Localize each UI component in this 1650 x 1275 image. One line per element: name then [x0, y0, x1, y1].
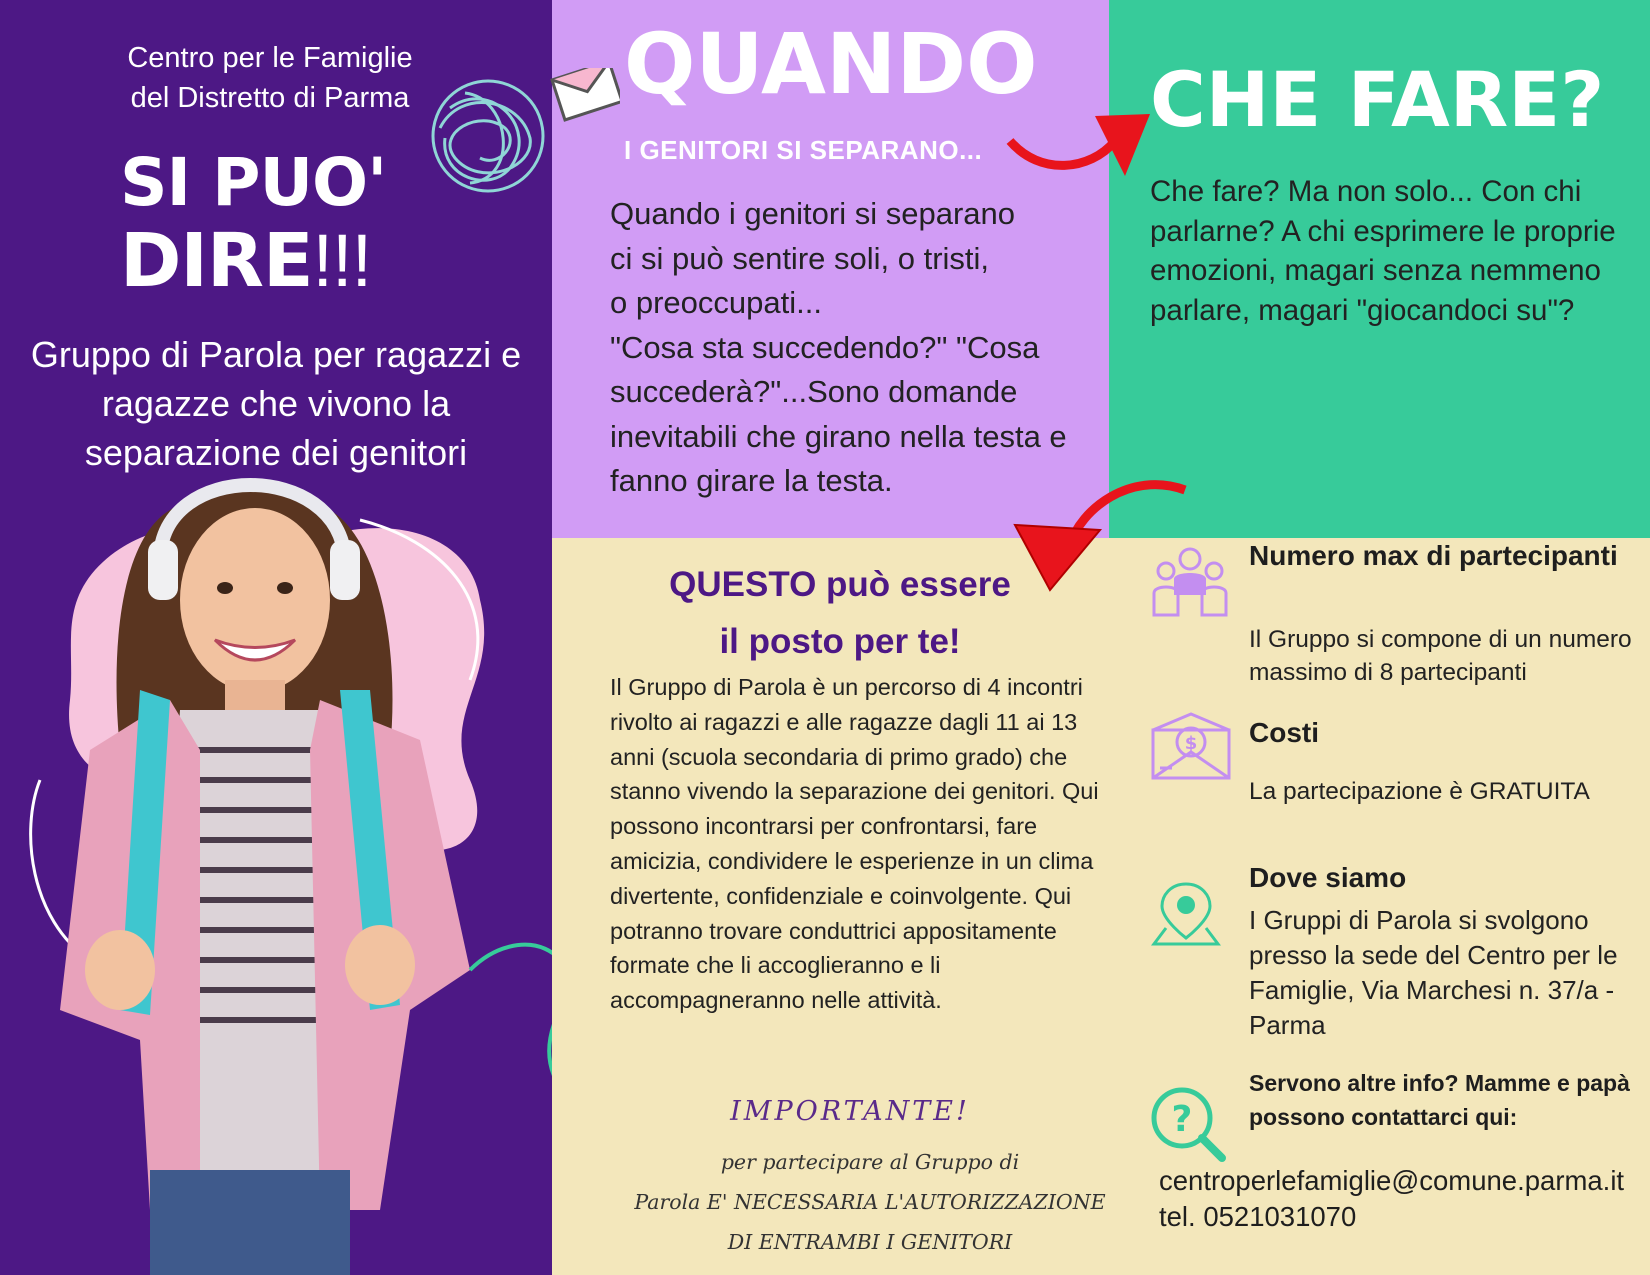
importante-note-line3: DI ENTRAMBI I GENITORI	[727, 1230, 1013, 1254]
left-subtitle: Gruppo di Parola per ragazzi e ragazze che vivono la separazione dei genitori	[30, 334, 522, 473]
headline-dire	[120, 218, 372, 304]
quando-title: QUANDO	[624, 15, 1038, 113]
max-participants-title: Numero max di partecipanti	[1249, 540, 1618, 571]
che-fare-text: Che fare? Ma non solo... Con chi parlarne? A chi esprimere le proprie emozioni, magari senza nemmeno parlare, magari "giocandoci su"?	[1150, 175, 1616, 327]
money-envelope-icon	[1150, 712, 1232, 782]
headline-dire-word: DIRE	[120, 218, 313, 304]
che-fare-title: CHE FARE?	[1150, 55, 1605, 144]
costs-text: La partecipazione è GRATUITA	[1249, 778, 1590, 805]
questo-title	[600, 556, 1080, 670]
group-icon	[1150, 545, 1230, 617]
svg-text:?: ?	[1171, 1099, 1193, 1140]
contact-email[interactable]: centroperlefamiglie@comune.parma.it	[1159, 1165, 1625, 1196]
location-pin-icon	[1150, 880, 1222, 948]
importante-note-line2: Parola E' NECESSARIA L'AUTORIZZAZIONE	[634, 1190, 1106, 1214]
headline-si-puo: SI PUO'	[120, 144, 387, 221]
questo-title-line1: QUESTO può essere	[669, 565, 1011, 604]
importante-note	[620, 1142, 1120, 1262]
importante-heading: IMPORTANTE!	[730, 1096, 970, 1127]
questo-title-line2: il posto per te!	[719, 622, 961, 661]
quando-text: Quando i genitori si separano ci si può sentire soli, o tristi, o preoccupati... "Cosa sta succedendo?" "Cosa succederà?"...Sono domande inevitabili che girano nella testa e fanno girare la testa.	[610, 196, 1067, 498]
quando-subtitle: I GENITORI SI SEPARANO...	[624, 135, 983, 165]
headline-exclamations: !!!	[312, 219, 372, 302]
questo-text: Il Gruppo di Parola è un percorso di 4 incontri rivolto ai ragazzi e alle ragazze dagli 11 ai 13 anni (scuola secondaria di primo grado) che stanno vivendo la separazione dei genitori. Qui possono incontrarsi per confrontarsi, fare amicizia, condividere le esperienze in un clima divertente, confidenziale e coinvolgente. Qui potranno trovare conduttrici appositamente formate che li accoglieranno e li accompagneranno nelle attività.	[610, 674, 1099, 1014]
svg-text:$: $	[1184, 733, 1198, 754]
contact-phone[interactable]: tel. 0521031070	[1159, 1201, 1357, 1232]
search-question-icon	[1148, 1084, 1228, 1164]
center-name: Centro per le Famiglie del Distretto di Parma	[127, 42, 413, 114]
costs-title: Costi	[1249, 717, 1319, 748]
location-title: Dove siamo	[1249, 862, 1407, 893]
contact-title: Servono altre info? Mamme e papà possono contattarci qui:	[1249, 1070, 1630, 1130]
max-participants-text: Il Gruppo si compone di un numero massimo di 8 partecipanti	[1249, 626, 1632, 686]
girl-photo	[0, 450, 552, 1275]
importante-note-line1: per partecipare al Gruppo di	[720, 1150, 1020, 1174]
location-text: I Gruppi di Parola si svolgono presso la sede del Centro per le Famiglie, Via Marchesi n. 37/a - Parma	[1249, 905, 1618, 1040]
